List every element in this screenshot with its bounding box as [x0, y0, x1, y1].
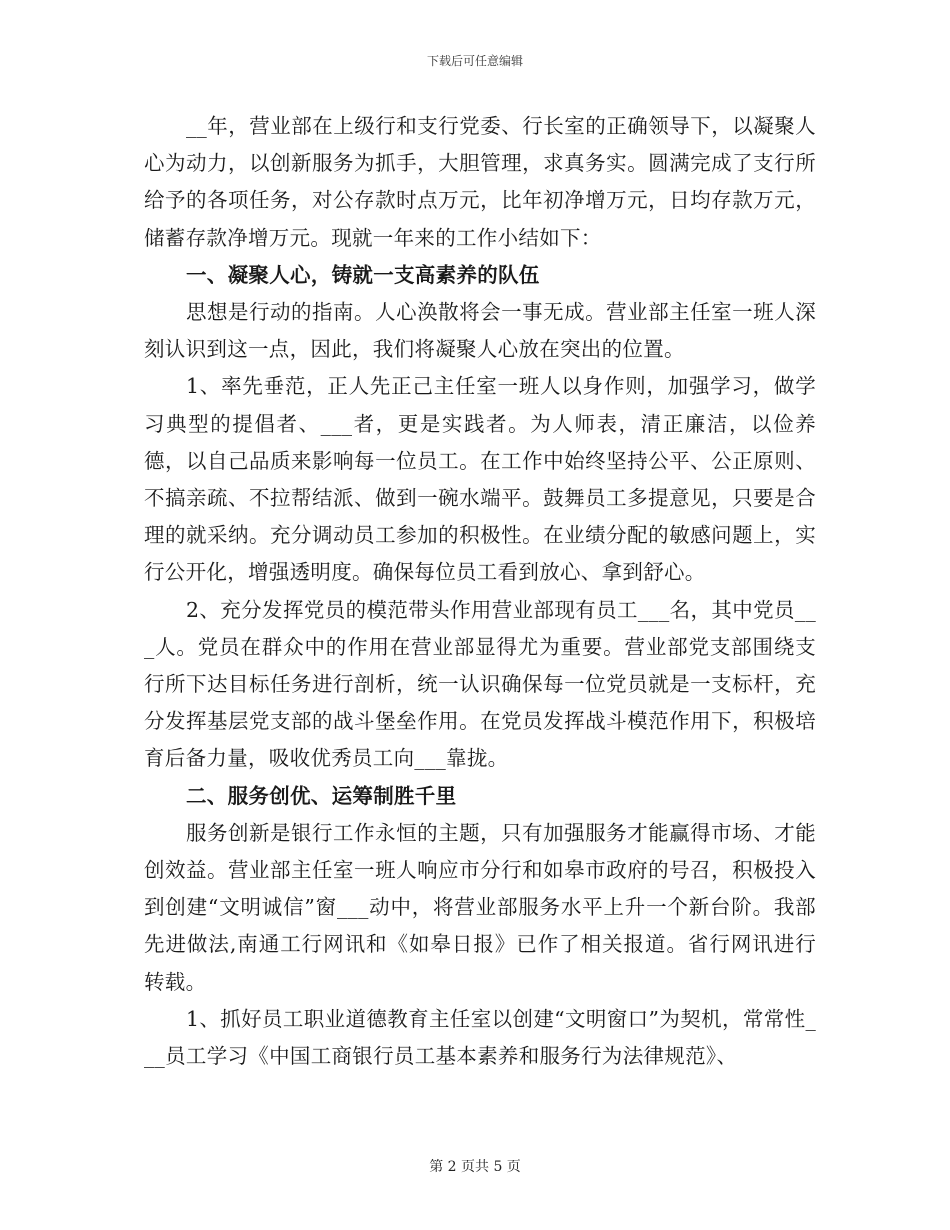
body-paragraph: 2、充分发挥党员的模范带头作用营业部现有员工___名，其中党员___人。党员在群众中的作用在营业部显得尤为重要。营业部党支部围绕支行所下达目标任务进行剖析，统一认识确保每一位党员就是一支标杆，充分发挥基层党支部的战斗堡垒作用。在党员发挥战斗模范作用下，积极培育后备力量，吸收优秀员工向___靠拢。 [144, 597, 816, 771]
intro-paragraph: __年，营业部在上级行和支行党委、行长室的正确领导下，以凝聚人心为动力，以创新服务为抓手，大胆管理，求真务实。圆满完成了支行所给予的各项任务，对公存款时点万元，比年初净增万元，日均存款万元，储蓄存款净增万元。现就一年来的工作小结如下： [144, 114, 816, 250]
body-paragraph: 1、抓好员工职业道德教育主任室以创建“文明窗口”为契机，常常性___员工学习《中国工商银行员工基本素养和服务行为法律规范》、 [144, 1006, 816, 1069]
body-paragraph: 1、率先垂范，正人先正己主任室一班人以身作则，加强学习，做学习典型的提倡者、___者，更是实践者。为人师表，清正廉洁，以俭养德，以自己品质来影响每一位员工。在工作中始终坚持公平、公正原则、不搞亲疏、不拉帮结派、做到一碗水端平。鼓舞员工多提意见，只要是合理的就采纳。充分调动员工参加的积极性。在业绩分配的敏感问题上，实行公开化，增强透明度。确保每位员工看到放心、拿到舒心。 [144, 374, 816, 585]
page-header: 下载后可任意编辑 [426, 54, 523, 68]
document-body [144, 108, 816, 1075]
body-paragraph: 服务创新是银行工作永恒的主题，只有加强服务才能赢得市场、才能创效益。营业部主任室一班人响应市分行和如皋市政府的号召，积极投入到创建“文明诚信”窗___动中，将营业部服务水平上升一个新台阶。我部先进做法,南通工行网讯和《如皋日报》已作了相关报道。省行网讯进行转载。 [144, 820, 816, 994]
body-paragraph: 思想是行动的指南。人心涣散将会一事无成。营业部主任室一班人深刻认识到这一点，因此，我们将凝聚人心放在突出的位置。 [144, 300, 816, 362]
section-heading-1: 一、凝聚人心，铸就一支高素养的队伍 [186, 262, 540, 287]
section-heading-2: 二、服务创优、运筹制胜千里 [186, 783, 457, 808]
page-number: 第 2 页共 5 页 [429, 1159, 521, 1175]
